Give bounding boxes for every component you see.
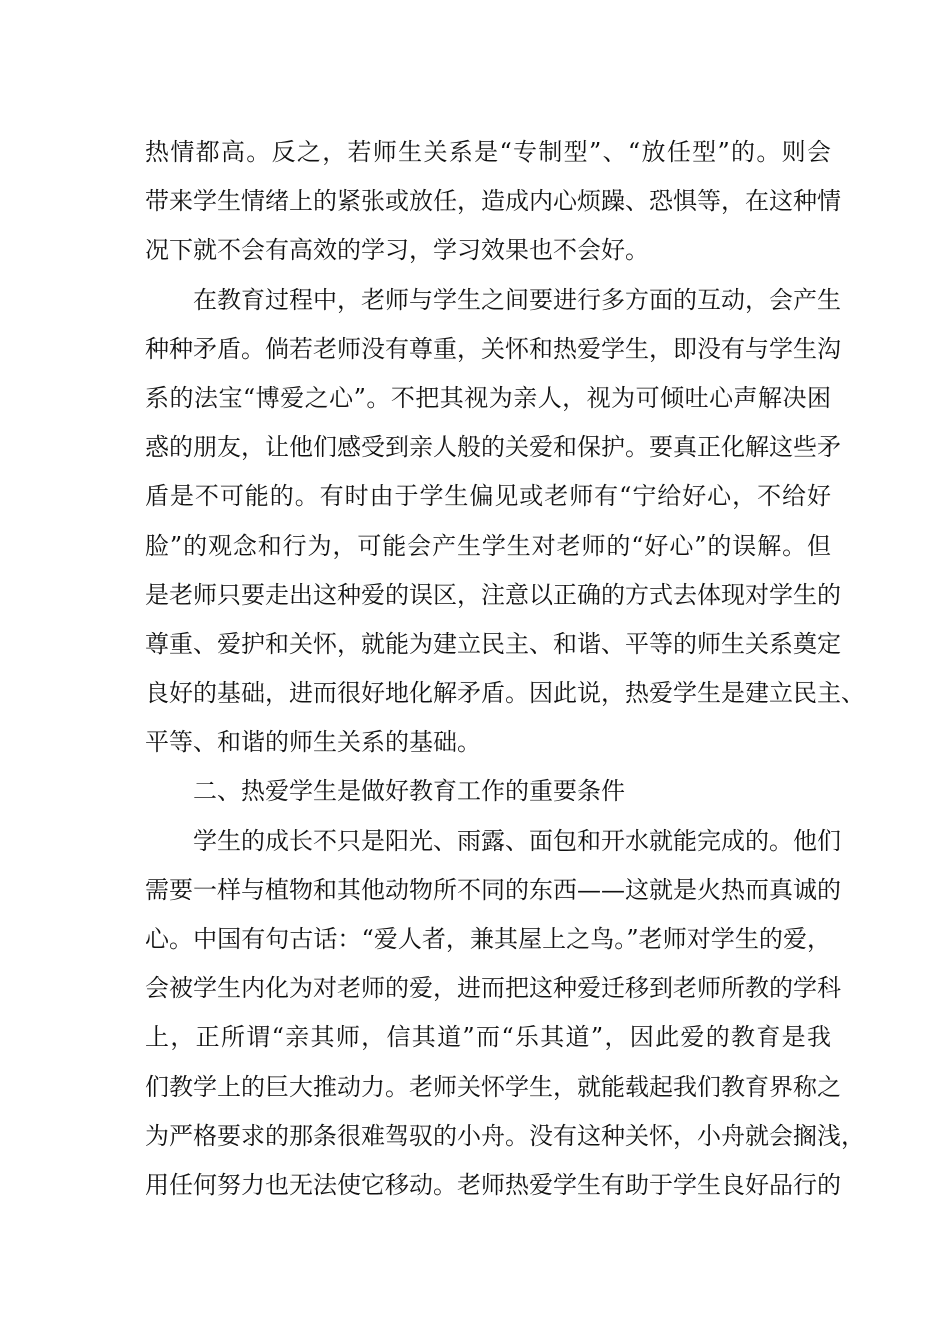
section-heading <box>145 767 831 816</box>
text-line: 惑的朋友，让他们感受到亲人般的关爱和保护。要真正化解这些矛 <box>145 433 841 462</box>
paragraph <box>145 276 865 768</box>
text-line: 在教育过程中，老师与学生之间要进行多方面的互动，会产生 <box>193 285 841 314</box>
text-line: 学生的成长不只是阳光、雨露、面包和开水就能完成的。他们 <box>193 826 841 855</box>
text-line: 平等、和谐的师生关系的基础。 <box>145 728 481 757</box>
text-line: 良好的基础，进而很好地化解矛盾。因此说，热爱学生是建立民主、 <box>145 679 865 708</box>
text-line: 为严格要求的那条很难驾驭的小舟。没有这种关怀，小舟就会搁浅， <box>145 1121 865 1150</box>
text-line: 脸”的观念和行为，可能会产生学生对老师的“好心”的误解。但 <box>145 531 831 560</box>
text-line: 盾是不可能的。有时由于学生偏见或老师有“宁给好心，不给好 <box>145 482 831 511</box>
text-line: 况下就不会有高效的学习，学习效果也不会好。 <box>145 236 649 265</box>
text-line: 系的法宝“博爱之心”。不把其视为亲人，视为可倾吐心声解决困 <box>145 383 831 412</box>
body-text <box>145 128 865 1210</box>
text-line: 尊重、爱护和关怀，就能为建立民主、和谐、平等的师生关系奠定 <box>145 629 841 658</box>
text-line: 带来学生情绪上的紧张或放任，造成内心烦躁、恐惧等，在这种情 <box>145 187 841 216</box>
text-line: 们教学上的巨大推动力。老师关怀学生，就能载起我们教育界称之 <box>145 1072 841 1101</box>
text-line: 会被学生内化为对老师的爱，进而把这种爱迁移到老师所教的学科 <box>145 974 841 1003</box>
text-line: 用任何努力也无法使它移动。老师热爱学生有助于学生良好品行的 <box>145 1170 841 1199</box>
heading-text: 二、热爱学生是做好教育工作的重要条件 <box>193 777 625 806</box>
paragraph <box>145 817 865 1211</box>
text-line: 种种矛盾。倘若老师没有尊重，关怀和热爱学生，即没有与学生沟 <box>145 334 841 363</box>
text-line: 热情都高。反之，若师生关系是“专制型”、“放任型”的。则会 <box>145 138 831 166</box>
text-line: 是老师只要走出这种爱的误区，注意以正确的方式去体现对学生的 <box>145 580 841 609</box>
text-line: 心。中国有句古话：“爱人者，兼其屋上之鸟。”老师对学生的爱， <box>145 925 831 953</box>
text-line: 上，正所谓“亲其师，信其道”而“乐其道”，因此爱的教育是我 <box>145 1023 831 1052</box>
paragraph <box>145 128 841 276</box>
text-line: 需要一样与植物和其他动物所不同的东西——这就是火热而真诚的 <box>145 875 841 904</box>
